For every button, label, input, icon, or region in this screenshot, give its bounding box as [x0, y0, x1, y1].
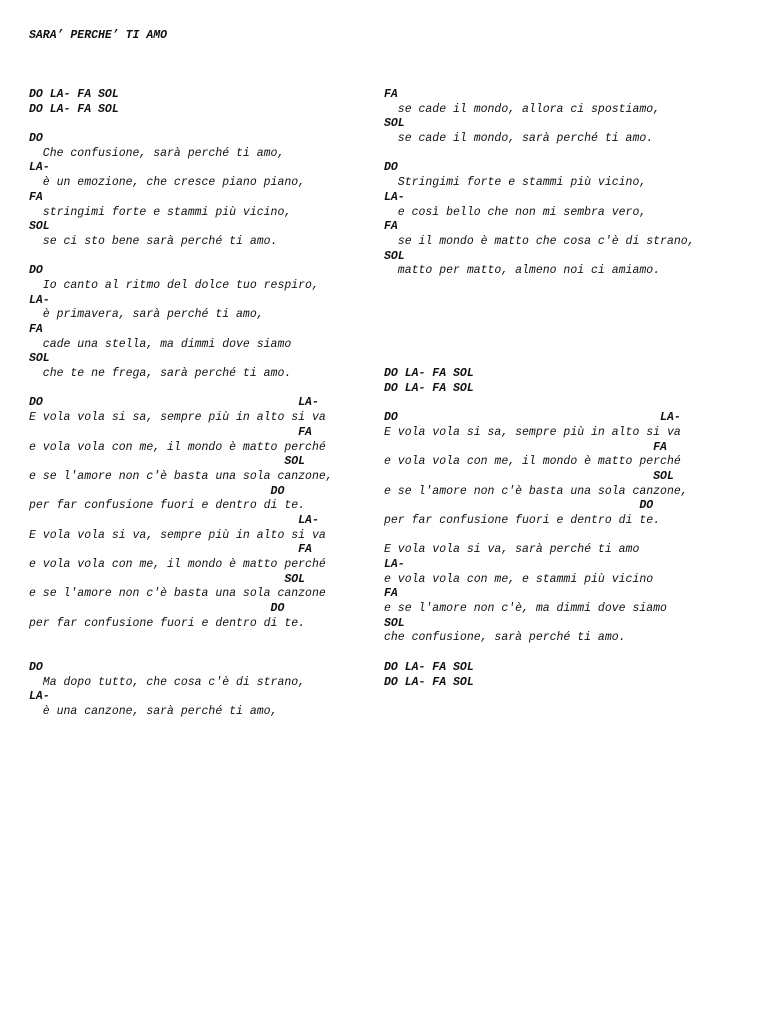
lyric-line: se il mondo è matto che cosa c'è di strano,	[384, 234, 695, 248]
blank-line	[29, 382, 333, 397]
blank-line	[29, 631, 333, 646]
chord-line: DO LA-	[384, 411, 681, 425]
blank-line	[29, 117, 333, 132]
lyric-line: Che confusione, sarà perché ti amo,	[29, 146, 285, 160]
chord-line: DO	[29, 264, 43, 278]
lyric-line: e vola vola con me, il mondo è matto perché	[384, 455, 681, 469]
blank-line	[384, 352, 695, 367]
lyric-line: Ma dopo tutto, che cosa c'è di strano,	[29, 675, 306, 689]
chord-line: SOL	[29, 352, 50, 366]
chord-line: SOL	[29, 220, 50, 234]
blank-line	[384, 646, 695, 661]
lyric-line: e se l'amore non c'è, ma dimmi dove siamo	[384, 602, 667, 616]
chord-line: FA	[384, 220, 398, 234]
chord-line: DO LA- FA SOL	[29, 88, 119, 101]
lyric-line: cade una stella, ma dimmi dove siamo	[29, 337, 292, 351]
lyric-line: e vola vola con me, e stammi più vicino	[384, 572, 654, 586]
chord-line: DO LA- FA SOL	[384, 675, 474, 689]
chord-line: LA-	[29, 293, 50, 307]
lyric-line: E vola vola si sa, sempre più in alto si va	[29, 411, 326, 425]
lyric-line: e se l'amore non c'è basta una sola canzone,	[384, 484, 688, 498]
chord-line: FA	[29, 543, 312, 557]
chord-line: SOL	[384, 616, 405, 630]
lyric-line: è un emozione, che cresce piano piano,	[29, 176, 306, 190]
lyric-line: e vola vola con me, il mondo è matto perché	[29, 440, 326, 454]
right-column	[384, 88, 695, 690]
lyric-line: Stringimi forte e stammi più vicino,	[384, 176, 647, 190]
chord-line: SOL	[29, 572, 306, 586]
chord-line: LA-	[29, 690, 50, 704]
chord-line: SOL	[29, 455, 306, 469]
chord-line: FA	[384, 440, 667, 454]
chord-line: DO	[29, 660, 43, 674]
chord-line: FA	[29, 425, 312, 439]
chord-line: LA-	[384, 190, 405, 204]
chord-line: LA-	[29, 513, 319, 527]
chord-line: DO LA- FA SOL	[29, 102, 119, 116]
chord-line: DO LA-	[29, 396, 319, 410]
chord-line: LA-	[384, 558, 405, 571]
chord-line: FA	[384, 587, 398, 601]
blank-line	[384, 308, 695, 323]
blank-line	[29, 250, 333, 265]
lyric-line: e se l'amore non c'è basta una sola canzone,	[29, 469, 333, 483]
lyric-line: E vola vola si sa, sempre più in alto si va	[384, 425, 681, 439]
chord-line: DO LA- FA SOL	[384, 660, 474, 674]
lyric-line: per far confusione fuori e dentro di te.	[29, 616, 306, 630]
lyric-line: E vola vola si va, sarà perché ti amo	[384, 543, 640, 557]
chord-line: LA-	[29, 161, 50, 175]
lyric-line: è una canzone, sarà perché ti amo,	[29, 704, 278, 718]
chord-line: SOL	[384, 469, 674, 483]
blank-line	[384, 294, 695, 309]
blank-line	[384, 396, 695, 411]
chord-line: FA	[29, 323, 43, 336]
lyric-line: che confusione, sarà perché ti amo.	[384, 631, 626, 645]
lyric-line: che te ne frega, sarà perché ti amo.	[29, 367, 292, 381]
song-title: SARA’ PERCHE’ TI AMO	[29, 29, 168, 42]
blank-line	[384, 323, 695, 338]
lyric-line: è primavera, sarà perché ti amo,	[29, 308, 264, 322]
lyric-line: se cade il mondo, allora ci spostiamo,	[384, 102, 661, 116]
chord-line: SOL	[384, 117, 405, 131]
blank-line	[384, 147, 695, 162]
chord-line: DO	[29, 132, 43, 146]
lyric-line: e vola vola con me, il mondo è matto perché	[29, 558, 326, 571]
lyric-line: se cade il mondo, sarà perché ti amo.	[384, 132, 654, 146]
chord-line: SOL	[384, 249, 405, 263]
lyric-line: per far confusione fuori e dentro di te.	[29, 499, 306, 513]
lyric-line: per far confusione fuori e dentro di te.	[384, 513, 661, 527]
lyric-line: e così bello che non mi sembra vero,	[384, 205, 647, 219]
blank-line	[384, 529, 695, 544]
chord-line: DO	[29, 484, 285, 498]
lyric-line: stringimi forte e stammi più vicino,	[29, 205, 292, 219]
lyric-line: E vola vola si va, sempre più in alto si va	[29, 528, 326, 542]
chord-line: DO LA- FA SOL	[384, 367, 474, 381]
lyric-line: Io canto al ritmo del dolce tuo respiro,	[29, 278, 319, 292]
blank-line	[384, 338, 695, 353]
chord-line: DO	[384, 161, 398, 175]
blank-line	[29, 646, 333, 661]
chord-line: FA	[384, 88, 398, 101]
lyric-line: se ci sto bene sarà perché ti amo.	[29, 234, 278, 248]
chord-line: DO	[384, 499, 654, 513]
lyric-line: e se l'amore non c'è basta una sola canzone	[29, 587, 326, 601]
lyric-line: matto per matto, almeno noi ci amiamo.	[384, 264, 661, 278]
chord-line: FA	[29, 190, 43, 204]
chord-line: DO LA- FA SOL	[384, 381, 474, 395]
left-column	[29, 88, 333, 720]
chord-line: DO	[29, 602, 285, 616]
blank-line	[384, 279, 695, 294]
